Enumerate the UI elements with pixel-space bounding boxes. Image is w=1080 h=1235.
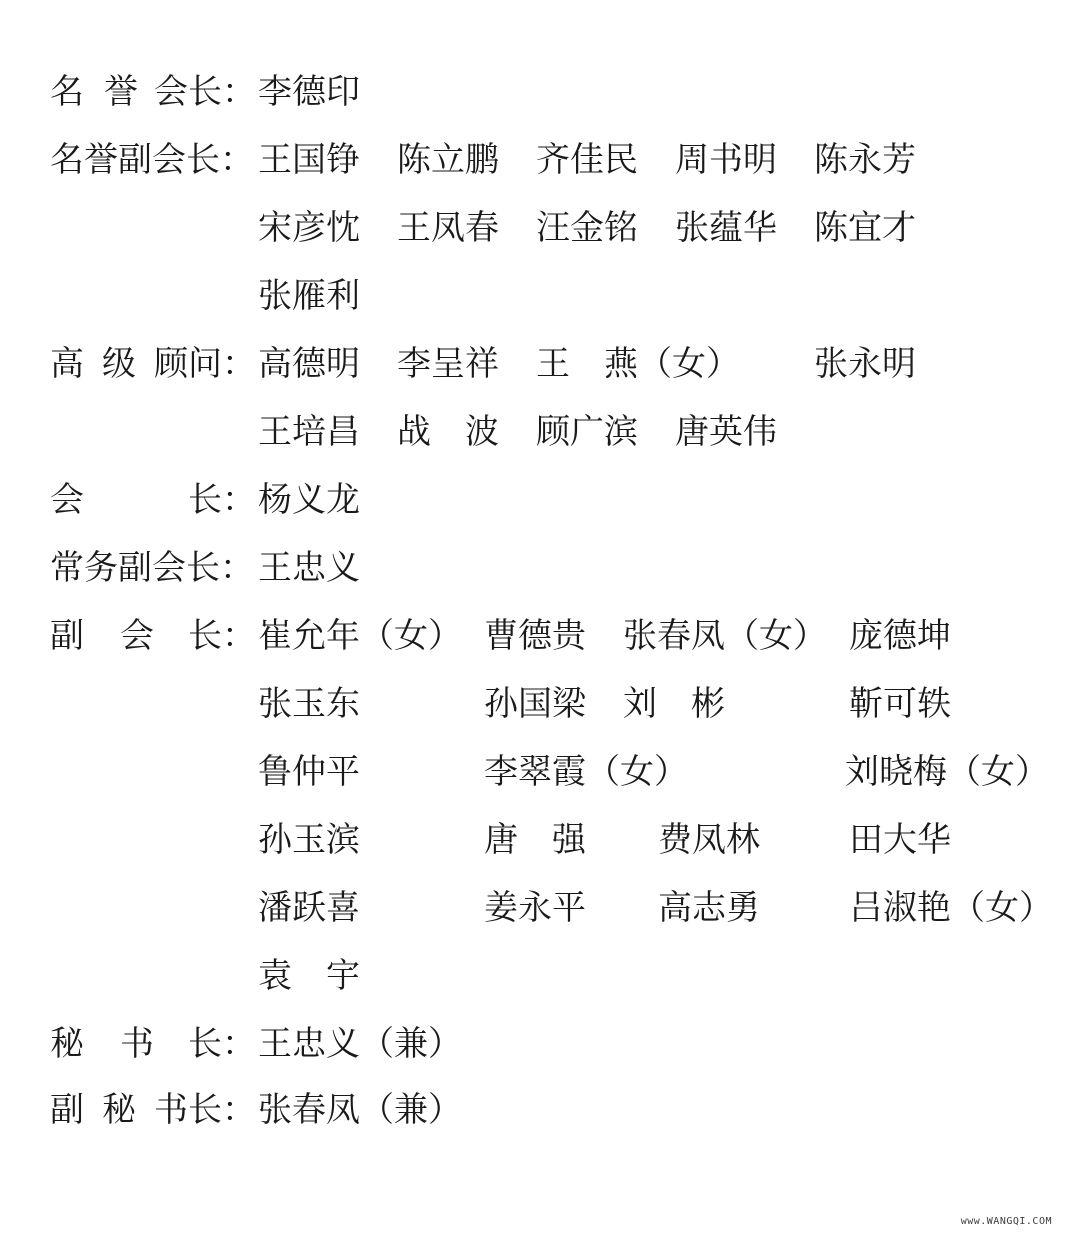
role-label xyxy=(50,1019,256,1069)
member-name: 高德明 xyxy=(258,344,360,384)
member-name: 鲁仲平 xyxy=(258,752,360,792)
role-label-part: 副 xyxy=(50,1090,84,1130)
watermark: www.WANGQI.COM xyxy=(960,1216,1052,1227)
role-label xyxy=(50,67,256,117)
member-name: 王忠义（兼） xyxy=(258,1024,462,1064)
row-vice-presidents-cont xyxy=(0,883,1080,933)
member-name: 高志勇 xyxy=(658,888,760,928)
row-vice-presidents-cont xyxy=(0,679,1080,729)
member-name: 陈立鹏 xyxy=(397,140,499,180)
row-honorary-vice-presidents-cont xyxy=(0,203,1080,253)
member-name: 唐 强 xyxy=(484,820,586,860)
member-name: 周书明 xyxy=(675,140,777,180)
member-name: 孙国梁 xyxy=(484,684,586,724)
member-name: 吕淑艳（女） xyxy=(849,888,1053,928)
member-name: 靳可轶 xyxy=(849,684,951,724)
member-name: 李德印 xyxy=(258,72,360,112)
role-label xyxy=(50,475,256,525)
member-name: 张雁利 xyxy=(258,276,360,316)
row-vice-presidents-cont xyxy=(0,951,1080,1001)
member-name: 陈宜才 xyxy=(814,208,916,248)
member-name: 战 波 xyxy=(397,412,499,452)
member-name: 李呈祥 xyxy=(397,344,499,384)
role-label xyxy=(50,339,256,389)
member-name: 刘晓梅（女） xyxy=(845,752,1049,792)
role-label-part: 会 xyxy=(50,480,84,520)
member-name: 李翠霞（女） xyxy=(484,752,688,792)
row-vice-presidents xyxy=(0,611,1080,661)
role-label xyxy=(50,135,254,185)
member-name: 张玉东 xyxy=(258,684,360,724)
member-name: 崔允年（女） xyxy=(258,616,462,656)
row-honorary-vice-presidents xyxy=(0,135,1080,185)
member-name: 王凤春 xyxy=(397,208,499,248)
row-president xyxy=(0,475,1080,525)
member-name: 张春凤（女） xyxy=(623,616,827,656)
role-label-part: 会长： xyxy=(154,72,256,112)
role-label xyxy=(50,543,254,593)
row-secretary-general xyxy=(0,1019,1080,1069)
role-label-part: 秘 xyxy=(102,1090,136,1130)
role-label-part: 长： xyxy=(188,480,256,520)
row-senior-advisors xyxy=(0,339,1080,389)
member-name: 田大华 xyxy=(849,820,951,860)
member-name: 孙玉滨 xyxy=(258,820,360,860)
member-name: 费凤林 xyxy=(658,820,760,860)
member-name: 张蕴华 xyxy=(675,208,777,248)
member-name: 王国铮 xyxy=(258,140,360,180)
role-label xyxy=(50,1085,256,1135)
row-honorary-vice-presidents-cont xyxy=(0,271,1080,321)
row-executive-vice-president xyxy=(0,543,1080,593)
role-label-part: 长： xyxy=(188,616,256,656)
member-name: 袁 宇 xyxy=(258,956,360,996)
member-name: 姜永平 xyxy=(484,888,586,928)
role-label xyxy=(50,611,256,661)
role-label-part: 会 xyxy=(120,616,154,656)
role-label-part: 誉 xyxy=(104,72,138,112)
member-name: 王 燕（女） xyxy=(536,344,740,384)
member-name: 唐英伟 xyxy=(675,412,777,452)
member-name: 潘跃喜 xyxy=(258,888,360,928)
member-name: 王培昌 xyxy=(258,412,360,452)
member-name: 庞德坤 xyxy=(849,616,951,656)
member-name: 张春凤（兼） xyxy=(258,1090,462,1130)
member-name: 曹德贵 xyxy=(484,616,586,656)
role-label-part: 书长： xyxy=(154,1090,256,1130)
row-deputy-secretary-general xyxy=(0,1085,1080,1135)
role-label-part: 高 xyxy=(50,344,84,384)
member-name: 宋彦忱 xyxy=(258,208,360,248)
member-name: 顾广滨 xyxy=(536,412,638,452)
member-name: 张永明 xyxy=(814,344,916,384)
row-senior-advisors-cont xyxy=(0,407,1080,457)
row-vice-presidents-cont xyxy=(0,815,1080,865)
member-name: 陈永芳 xyxy=(814,140,916,180)
member-name: 杨义龙 xyxy=(258,480,360,520)
row-honorary-president xyxy=(0,67,1080,117)
member-name: 王忠义 xyxy=(258,548,360,588)
role-label-part: 名誉副会长： xyxy=(50,140,254,180)
role-label-part: 秘 xyxy=(50,1024,84,1064)
member-name: 齐佳民 xyxy=(536,140,638,180)
role-label-part: 副 xyxy=(50,616,84,656)
role-label-part: 名 xyxy=(50,72,84,112)
role-label-part: 常务副会长： xyxy=(50,548,254,588)
member-name: 汪金铭 xyxy=(536,208,638,248)
role-label-part: 长： xyxy=(188,1024,256,1064)
role-label-part: 顾问： xyxy=(154,344,256,384)
role-label-part: 级 xyxy=(102,344,136,384)
member-name: 刘 彬 xyxy=(623,684,725,724)
row-vice-presidents-cont xyxy=(0,747,1080,797)
role-label-part: 书 xyxy=(120,1024,154,1064)
